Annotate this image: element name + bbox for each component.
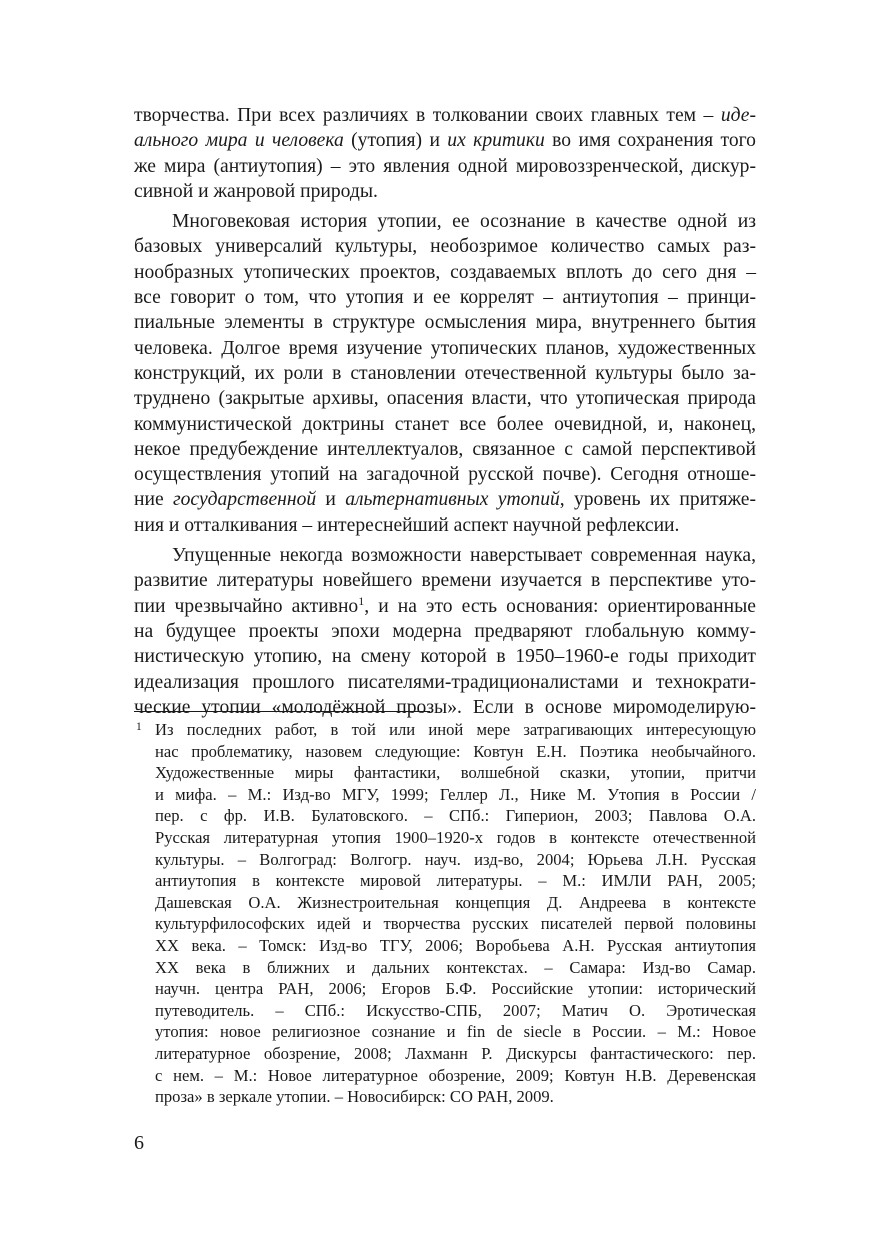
- text-run: , уровень их притяже-: [559, 489, 756, 511]
- text-run: же мира (антиутопия) – это явления одной мировоззренческой, дискур-: [134, 155, 756, 177]
- footnote: [134, 719, 756, 1108]
- italic-text: их критики: [447, 130, 545, 152]
- text-line: [134, 437, 756, 462]
- text-line: [134, 670, 756, 695]
- text-line: [134, 543, 756, 568]
- text-run: развитие литературы новейшего времени изучается в перспективе уто-: [134, 570, 756, 592]
- text-run: человека. Долгое время изучение утопических планов, художественных: [134, 337, 756, 359]
- footnote-line: XX века в ближних и дальних контекстах. – Самара: Изд-во Самар.: [155, 957, 756, 977]
- text-run: ния и отталкивания – интереснейший аспект научной рефлексии.: [134, 514, 680, 536]
- text-line: [134, 568, 756, 593]
- text-run: и: [316, 489, 346, 511]
- italic-text: государственной: [172, 489, 317, 511]
- text-line: [134, 336, 756, 361]
- text-line: [134, 128, 756, 153]
- text-line: [134, 260, 756, 285]
- text-run: ние: [134, 489, 173, 511]
- text-line: [134, 594, 756, 619]
- text-line: [134, 361, 756, 386]
- footnote-line: Из последних работ, в той или иной мере затрагивающих интересующую: [155, 720, 756, 739]
- text-line: [134, 462, 756, 487]
- text-run: осуществления утопий на загадочной русской почве). Сегодня отноше-: [134, 464, 756, 486]
- footnote-line: культурфилософских идей и творчества русских писателей первой половины: [155, 914, 756, 934]
- text-line: [134, 154, 756, 179]
- footnote-text: [155, 719, 756, 1108]
- text-run: ческие утопии «молодёжной прозы». Если в основе миромоделирую-: [134, 696, 756, 718]
- text-line: [134, 412, 756, 437]
- text-run: все говорит о том, что утопия и ее коррелят – антиутопия – принци-: [134, 287, 756, 309]
- text-run: конструкций, их роли в становлении отечественной культуры было за-: [134, 362, 756, 384]
- text-run: идеализация прошлого писателями-традиционалистами и технократи-: [134, 671, 756, 693]
- footnote-line: путеводитель. – СПб.: Искусство-СПБ, 2007; Матич О. Эротическая: [155, 1000, 756, 1020]
- text-run: на будущее проекты эпохи модерна предваряют глобальную комму-: [134, 620, 756, 642]
- text-line: [134, 386, 756, 411]
- paragraph-2: [134, 209, 756, 538]
- text-line: [134, 513, 756, 538]
- footnote-line: научн. центра РАН, 2006; Егоров Б.Ф. Российские утопии: исторический: [155, 979, 756, 999]
- text-line: [134, 487, 756, 512]
- footnote-line: XX века. – Томск: Изд-во ТГУ, 2006; Воробьева А.Н. Русская антиутопия: [155, 935, 756, 955]
- footnote-line: пер. с фр. И.В. Булатовского. – СПб.: Гиперион, 2003; Павлова О.А.: [155, 806, 756, 826]
- text-run: во имя сохранения того: [544, 130, 756, 152]
- footnote-line: и мифа. – М.: Изд-во МГУ, 1999; Геллер Л., Нике М. Утопия в России /: [155, 784, 756, 804]
- footnote-separator: [134, 711, 430, 712]
- footnote-line: с нем. – М.: Новое литературное обозрение, 2009; Ковтун Н.В. Деревенская: [155, 1065, 756, 1085]
- italic-text: ального мира и человека: [134, 130, 344, 152]
- footnote-reference[interactable]: 1: [358, 593, 365, 608]
- text-run: сивной и жанровой природы.: [134, 180, 378, 202]
- text-run: труднено (закрытые архивы, опасения власти, что утопическая природа: [134, 388, 756, 410]
- text-line: [134, 619, 756, 644]
- footnote-line: литературное обозрение, 2008; Лахманн Р. Дискурсы фантастического: пер.: [155, 1043, 756, 1063]
- text-run: нообразных утопических проектов, создаваемых вплоть до сего дня –: [134, 261, 756, 283]
- footnote-line: Дашевская О.А. Жизнестроительная концепция Д. Андреева в контексте: [155, 892, 756, 912]
- footnote-marker: 1: [136, 721, 142, 733]
- paragraph-1: [134, 103, 756, 204]
- text-line: [134, 234, 756, 259]
- footnote-line: антиутопия в контексте мировой литературы. – М.: ИМЛИ РАН, 2005;: [155, 871, 756, 891]
- text-run: нистическую утопию, на смену которой в 1950–1960-е годы приходит: [134, 646, 756, 668]
- text-run: творчества. При всех различиях в толковании своих главных тем –: [134, 105, 721, 126]
- paragraph-3: [134, 543, 756, 720]
- text-run: Многовековая история утопии, ее осознание в качестве одной из: [172, 211, 756, 233]
- text-run: пиальные элементы в структуре осмысления мира, внутреннего бытия: [134, 312, 756, 334]
- footnote-line: Русская литературная утопия 1900–1920-х годов в контексте отечественной: [155, 827, 756, 847]
- footnote-line: проза» в зеркале утопии. – Новосибирск: СО РАН, 2009.: [155, 1087, 554, 1107]
- text-line: [134, 285, 756, 310]
- text-line: [134, 103, 756, 128]
- footnote-line: Художественные миры фантастики, волшебной сказки, утопии, притчи: [155, 763, 756, 783]
- text-run: (утопия) и: [343, 130, 448, 152]
- footnote-line: нас проблематику, назовем следующие: Ковтун Е.Н. Поэтика необычайного.: [155, 741, 756, 761]
- text-line: [134, 695, 756, 720]
- text-line: [134, 209, 756, 234]
- text-run: базовых универсалий культуры, необозримое количество самых раз-: [134, 236, 756, 258]
- text-run: , и на это есть основания: ориентированные: [364, 595, 757, 617]
- footnote-line: утопия: новое религиозное сознание и fin de siecle в России. – М.: Новое: [155, 1022, 756, 1042]
- text-line: [134, 179, 756, 204]
- page-number: 6: [134, 1132, 144, 1154]
- text-line: [134, 310, 756, 335]
- main-text: [134, 103, 756, 725]
- footnote-line: культуры. – Волгоград: Волгогр. науч. изд-во, 2004; Юрьева Л.Н. Русская: [155, 849, 756, 869]
- text-run: пии чрезвычайно активно: [134, 595, 359, 617]
- text-run: Упущенные некогда возможности наверстывает современная наука,: [172, 545, 756, 567]
- italic-text: альтернативных утопий: [345, 489, 560, 511]
- text-run: некое предубеждение интеллектуалов, связанное с самой перспективой: [134, 438, 756, 460]
- text-line: [134, 644, 756, 669]
- text-run: коммунистической доктрины станет все более очевидной, и, наконец,: [134, 413, 756, 435]
- italic-text: иде-: [720, 105, 756, 126]
